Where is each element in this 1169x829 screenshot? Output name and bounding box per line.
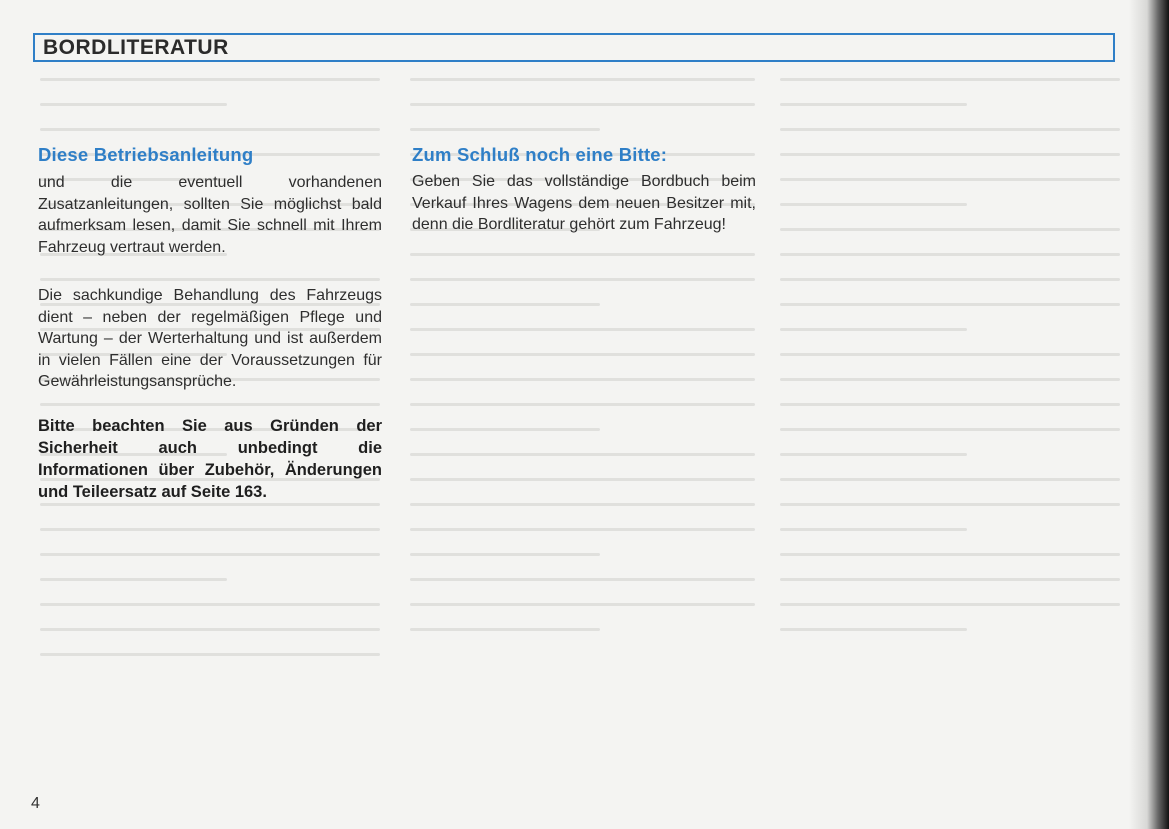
intro-paragraph: und die eventuell vorhandenen Zusatzanleitungen, sollten Sie möglichst bald aufmerksam lesen, damit Sie schnell mit Ihrem Fahrzeug vertraut werden. bbox=[38, 174, 382, 256]
care-paragraph: Die sachkundige Behandlung des Fahrzeugs dient – neben der regelmäßigen Pflege und Wartung – der Werterhaltung und ist außerdem in vielen Fällen eine der Voraussetzungen für Gewährleistungsansprüche. bbox=[38, 287, 382, 390]
show-through-right bbox=[780, 78, 1120, 698]
section-heading-manual: Diese Betriebsanleitung bbox=[38, 144, 254, 165]
left-column bbox=[38, 144, 382, 503]
binding-edge bbox=[1129, 0, 1169, 829]
handover-paragraph: Geben Sie das vollständige Bordbuch beim Verkauf Ihres Wagens dem neuen Besitzer mit, denn die Bordliteratur gehört zum Fahrzeug! bbox=[412, 173, 756, 233]
section-heading-request: Zum Schluß noch eine Bitte: bbox=[412, 144, 668, 165]
page-title: BORDLITERATUR bbox=[43, 36, 229, 59]
page-number: 4 bbox=[31, 795, 40, 812]
safety-notice: Bitte beachten Sie aus Gründen der Sicherheit auch unbedingt die Informationen über Zubehör, Änderungen und Teileersatz auf Seite 163. bbox=[38, 416, 382, 501]
right-column bbox=[412, 144, 756, 236]
